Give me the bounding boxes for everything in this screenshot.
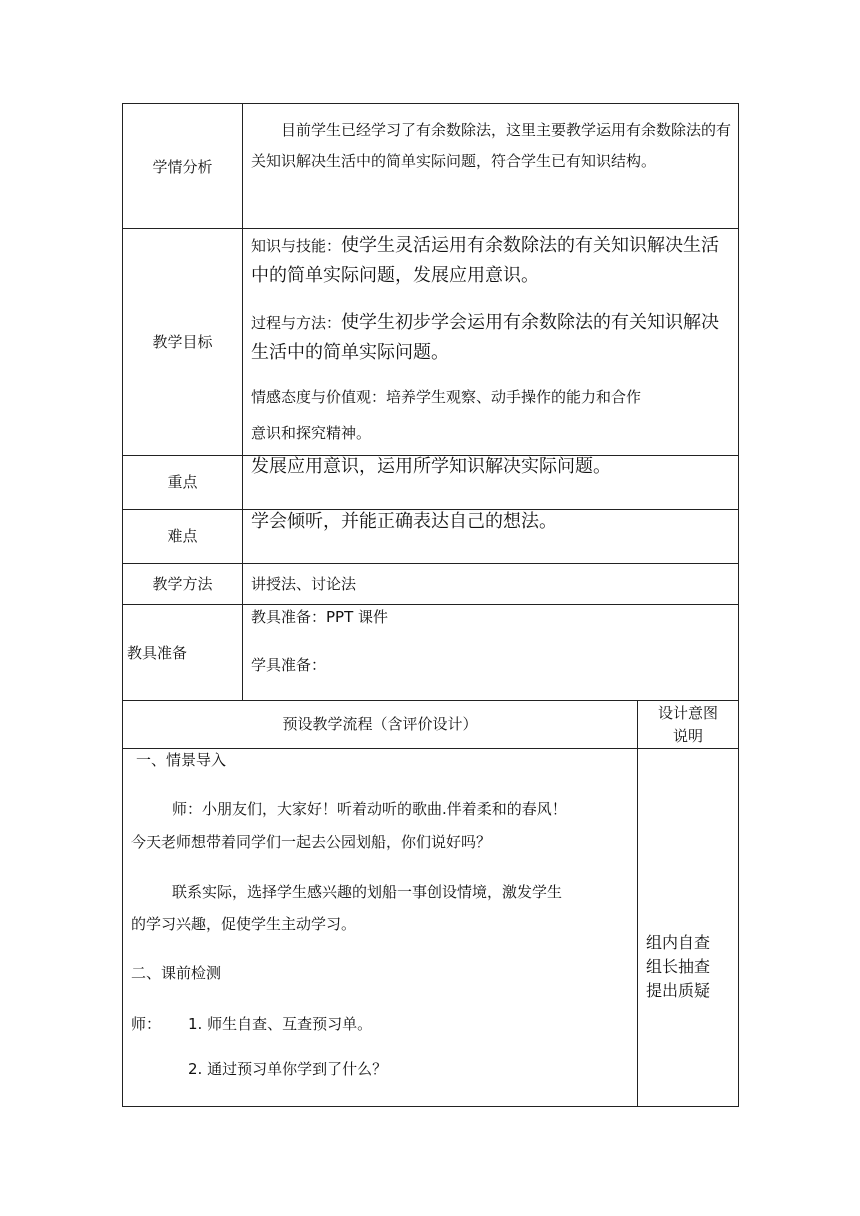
row-divider bbox=[122, 563, 739, 564]
method-label: 教学方法 bbox=[152, 575, 213, 593]
intro-para1-line2: 今天老师想带着同学们一起去公园划船，你们说好吗？ bbox=[131, 833, 492, 851]
goal-process-text: 使学生初步学会运用有余数除法的有关知识解决生活中的简单实际问题。 bbox=[251, 312, 720, 363]
row-divider bbox=[122, 228, 739, 229]
section-intro-heading: 一、情景导入 bbox=[136, 751, 227, 769]
tools-teacher: 教具准备：PPT 课件 bbox=[251, 608, 389, 626]
method-text: 讲授法、讨论法 bbox=[251, 575, 357, 593]
difficulty-label: 难点 bbox=[167, 527, 198, 545]
design-notes bbox=[646, 931, 736, 1003]
analysis-label: 学情分析 bbox=[152, 158, 213, 176]
intro-para2-line2: 的学习兴趣，促使学生主动学习。 bbox=[131, 915, 357, 933]
key-point-text: 发展应用意识，运用所学知识解决实际问题。 bbox=[251, 456, 611, 477]
analysis-text: 目前学生已经学习了有余数除法，这里主要教学运用有余数除法的有关知识解决生活中的简单实际问题，符合学生已有知识结构。 bbox=[251, 121, 732, 170]
flow-header-right-line1: 设计意图 bbox=[657, 704, 718, 722]
flow-table-column-divider bbox=[637, 700, 638, 1107]
note-item: 组长抽查 bbox=[646, 957, 711, 976]
note-item: 组内自查 bbox=[646, 933, 711, 952]
precheck-item2: 2. 通过预习单你学到了什么？ bbox=[188, 1060, 388, 1078]
goal-knowledge bbox=[251, 231, 733, 291]
difficulty-text: 学会倾听，并能正确表达自己的想法。 bbox=[251, 511, 557, 532]
goal-knowledge-text: 使学生灵活运用有余数除法的有关知识解决生活中的简单实际问题，发展应用意识。 bbox=[251, 235, 720, 286]
upper-table-column-divider bbox=[242, 103, 243, 701]
teacher-label: 师： bbox=[131, 1015, 162, 1033]
goals-label: 教学目标 bbox=[152, 333, 213, 351]
goal-process bbox=[251, 308, 733, 368]
goal-emotion-line2: 意识和探究精神。 bbox=[251, 424, 372, 442]
flow-header-right-line2: 说明 bbox=[672, 727, 703, 745]
intro-para2-line1: 联系实际，选择学生感兴趣的划船一事创设情境，激发学生 bbox=[172, 883, 563, 901]
section-precheck-heading: 二、课前检测 bbox=[131, 964, 222, 982]
goal-knowledge-prefix: 知识与技能： bbox=[251, 237, 342, 255]
intro-para1-line1: 师：小朋友们，大家好！听着动听的歌曲.伴着柔和的春风！ bbox=[172, 800, 567, 818]
goal-process-prefix: 过程与方法： bbox=[251, 314, 342, 332]
precheck-item1: 1. 师生自查、互查预习单。 bbox=[188, 1015, 373, 1033]
tools-student: 学具准备： bbox=[251, 656, 327, 674]
key-point-label: 重点 bbox=[167, 473, 198, 491]
note-item: 提出质疑 bbox=[646, 981, 711, 1000]
goal-emotion-line1: 情感态度与价值观：培养学生观察、动手操作的能力和合作 bbox=[251, 388, 642, 406]
flow-header-left: 预设教学流程（含评价设计） bbox=[282, 715, 478, 733]
tools-label: 教具准备 bbox=[127, 644, 188, 662]
